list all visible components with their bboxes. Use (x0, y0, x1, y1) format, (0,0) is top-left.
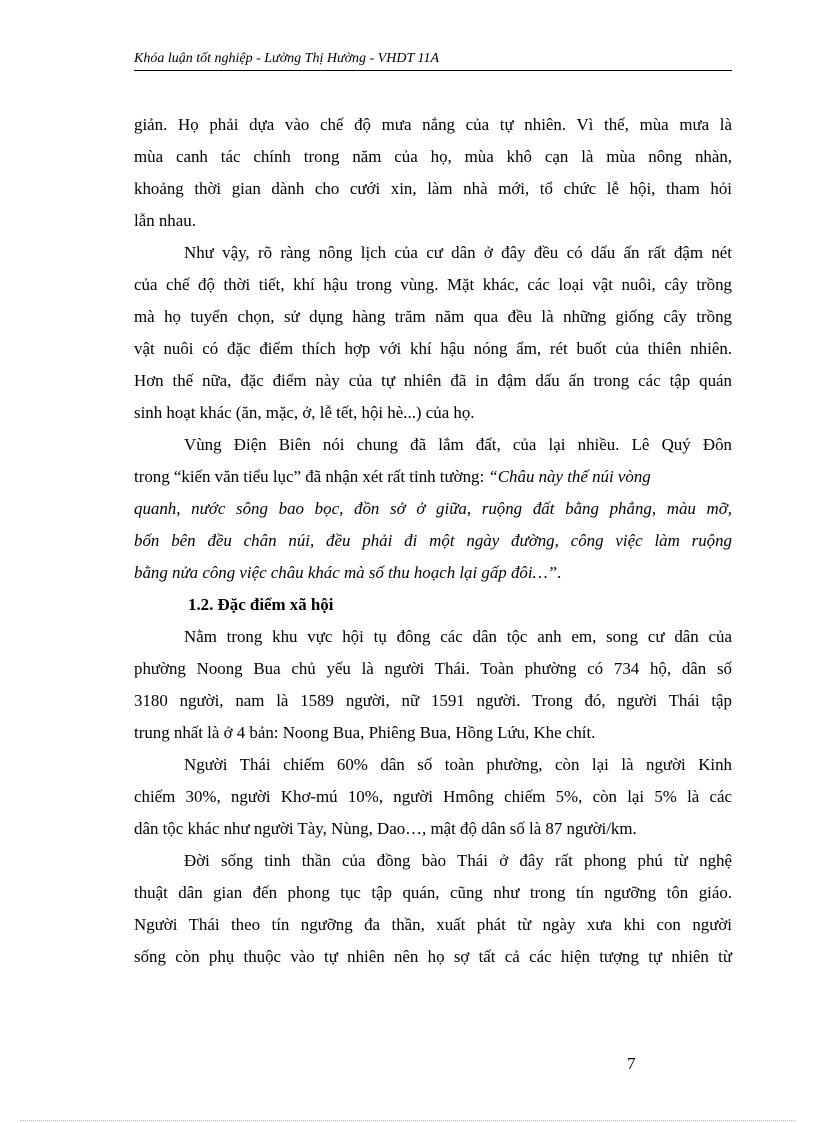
paragraph-line: chiếm 30%, người Khơ-mú 10%, người Hmông chiếm 5%, còn lại 5% là các (134, 787, 732, 806)
paragraph-line: Vùng Điện Biên nói chung đã lắm đất, của lại nhiều. Lê Quý Đôn (184, 435, 732, 454)
section-heading: 1.2. Đặc điểm xã hội (188, 595, 334, 614)
paragraph-line (134, 461, 732, 493)
page-header (134, 50, 732, 71)
paragraph-line: lẫn nhau. (134, 211, 196, 230)
header-text: Khóa luận tốt nghiệp - Lường Thị Hường - VHDT 11A (134, 51, 440, 66)
quote-line: bốn bên đều chân núi, đều phải đi một ngày đường, công việc làm ruộng (134, 531, 732, 550)
paragraph-line: Người Thái theo tín ngưỡng đa thần, xuất phát từ ngày xưa khi con người (134, 915, 732, 934)
quote-line (134, 557, 732, 589)
quote-text: “Châu này thế núi vòng (488, 467, 651, 486)
paragraph-line: giản. Họ phải dựa vào chế độ mưa nắng của tự nhiên. Vì thế, mùa mưa là (134, 115, 732, 134)
paragraph-line: mà họ tuyển chọn, sử dụng hàng trăm năm qua đều là những giống cây trồng (134, 307, 732, 326)
paragraph-line: sinh hoạt khác (ăn, mặc, ở, lễ tết, hội hè...) của họ. (134, 403, 475, 422)
paragraph-line: trung nhất là ở 4 bản: Noong Bua, Phiêng Bua, Hồng Lứu, Khe chít. (134, 723, 596, 742)
paragraph-line: Như vậy, rõ ràng nông lịch của cư dân ở đây đều có dấu ấn rất đậm nét (184, 243, 732, 262)
paragraph-line-text: trong “kiến văn tiểu lục” đã nhận xét rất tinh tường: (134, 467, 489, 486)
paragraph-line: của chế độ thời tiết, khí hậu trong vùng. Mặt khác, các loại vật nuôi, cây trồng (134, 275, 732, 294)
paragraph-line: dân tộc khác như người Tày, Nùng, Dao…, mật độ dân số là 87 người/km. (134, 819, 637, 838)
paragraph-line: Đời sống tinh thần của đồng bào Thái ở đây rất phong phú từ nghệ (184, 851, 732, 870)
paragraph-line: Người Thái chiếm 60% dân số toàn phường, còn lại là người Kinh (184, 755, 732, 774)
paragraph-line: khoảng thời gian dành cho cưới xin, làm nhà mới, tổ chức lễ hội, tham hỏi (134, 179, 732, 198)
paragraph-line: vật nuôi có đặc điểm thích hợp với khí hậu nóng ẩm, rét buốt của thiên nhiên. (134, 339, 732, 358)
quote-text: bằng nửa công việc châu khác mà số thu hoạch lại gấp đôi…” (134, 563, 557, 582)
paragraph-line: 3180 người, nam là 1589 người, nữ 1591 người. Trong đó, người Thái tập (134, 691, 732, 710)
paragraph-line: sống còn phụ thuộc vào tự nhiên nên họ sợ tất cả các hiện tượng tự nhiên từ (134, 947, 732, 966)
quote-line: quanh, nước sông bao bọc, đồn sở ở giữa, ruộng đất bằng phẳng, màu mỡ, (134, 499, 732, 518)
document-body (134, 109, 732, 973)
paragraph-line: thuật dân gian đến phong tục tập quán, cũng như trong tín ngưỡng tôn giáo. (134, 883, 732, 902)
quote-end: . (556, 563, 562, 582)
paragraph-line: mùa canh tác chính trong năm của họ, mùa khô cạn là mùa nông nhàn, (134, 147, 732, 166)
paragraph-line: Hơn thế nữa, đặc điểm này của tự nhiên đã in đậm dấu ấn trong các tập quán (134, 371, 732, 390)
page-number: 7 (627, 1054, 636, 1073)
paragraph-line: phường Noong Bua chủ yếu là người Thái. Toàn phường có 734 hộ, dân số (134, 659, 732, 678)
paragraph-line: Nằm trong khu vực hội tụ đông các dân tộc anh em, song cư dân của (184, 627, 732, 646)
page-bottom-divider (20, 1120, 796, 1121)
